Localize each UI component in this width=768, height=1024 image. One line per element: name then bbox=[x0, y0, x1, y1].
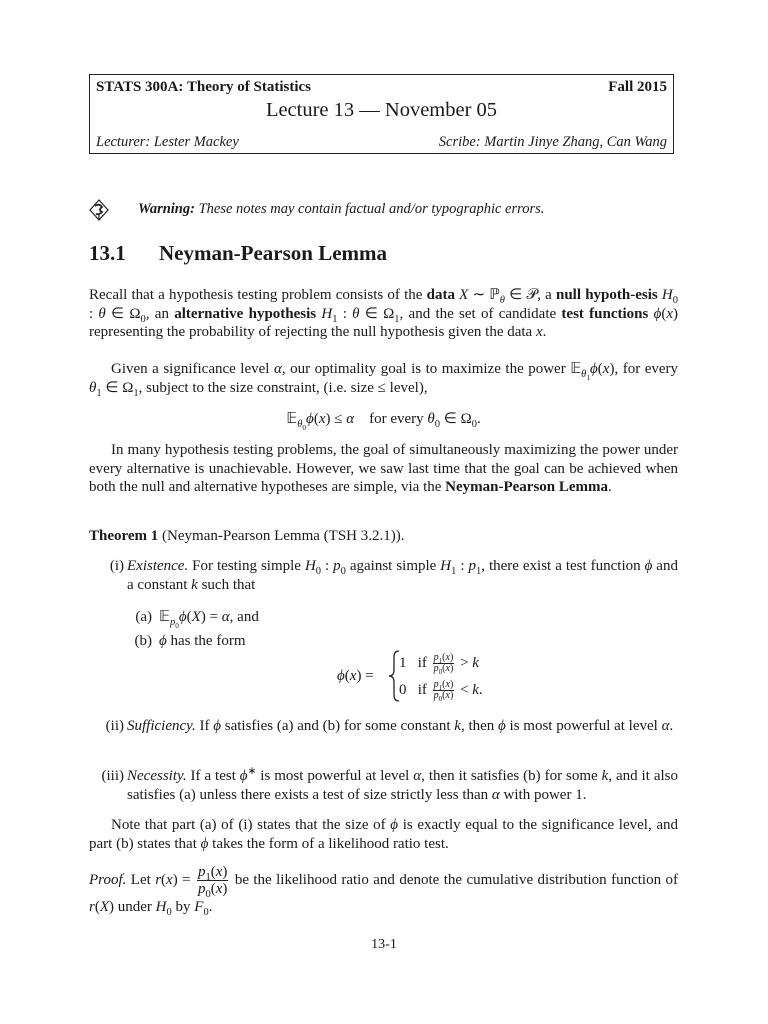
section-title: Neyman-Pearson Lemma bbox=[159, 241, 388, 265]
paragraph-note: Note that part (a) of (i) states that the size of ϕ is exactly equal to the significance level, and part (b) states that ϕ takes the form of a likelihood ratio test. bbox=[89, 817, 679, 852]
subitem-b: (b) ϕ has the form bbox=[128, 632, 678, 651]
warning-text: These notes may contain factual and/or typographic errors. bbox=[194, 201, 545, 217]
term: Fall 2015 bbox=[608, 79, 667, 95]
paragraph-optimality: Given a significance level α, our optimality goal is to maximize the power 𝔼$_{\theta_1}$ϕ(x), for every $\theta_1$ ∈ $\Omega_1$, subject to the size constraint, (i.e. size ≤ level), bbox=[89, 361, 679, 399]
proof-label: Proof. bbox=[89, 871, 127, 888]
paragraph-simple-hypotheses: In many hypothesis testing problems, the goal of simultaneously maximizing the power under every alternative is unachievable. However, we saw last time that the goal can be achieved when both the null and alternative hypotheses are simple, via the Neyman-Pearson Lemma. bbox=[89, 442, 678, 496]
theorem-item-sufficiency: (ii) Sufficiency. If ϕ satisfies (a) and (b) for some constant k, then ϕ is most powerful at level α. bbox=[100, 717, 678, 736]
section-number: 13.1 bbox=[89, 241, 126, 265]
subitem-label: (b) bbox=[134, 633, 152, 649]
equation-size-constraint: 𝔼$_{\theta_0}$ϕ(x) ≤ α for every $\theta_0$ ∈ $\Omega_0$. bbox=[286, 411, 481, 433]
section-heading bbox=[89, 241, 388, 265]
dangerous-bend-icon bbox=[89, 199, 109, 221]
item-heading: Necessity. bbox=[127, 768, 187, 784]
paragraph-intro: Recall that a hypothesis testing problem consists of the data X ∼ ℙ$_\theta$ ∈ 𝒫, a null hypoth-esis $H_0$ : θ ∈ $\Omega_0$, an alternative hypothesis $H_1$ : θ ∈ $\Omega_1$, and the set of candidate test functions ϕ(x) representing the probability of rejecting the null hypothesis given the data x. bbox=[89, 287, 679, 341]
item-heading: Existence. bbox=[127, 558, 189, 574]
item-heading: Sufficiency. bbox=[127, 718, 196, 734]
lecturer: Lecturer: Lester Mackey bbox=[96, 134, 239, 150]
course-title: STATS 300A: Theory of Statistics bbox=[96, 79, 312, 95]
item-label: (iii) bbox=[101, 768, 124, 784]
scribe: Scribe: Martin Jinye Zhang, Can Wang bbox=[438, 134, 667, 150]
warning-label: Warning: bbox=[138, 201, 195, 217]
subitem-label: (a) bbox=[135, 609, 152, 625]
warning-note bbox=[89, 199, 674, 221]
lecture-header-box bbox=[89, 74, 674, 154]
theorem-item-existence: (i) Existence. For testing simple $H_0$ : $p_0$ against simple $H_1$ : $p_1$, there exist a test function ϕ and a constant k such that bbox=[100, 557, 678, 594]
item-label: (i) bbox=[109, 558, 124, 574]
theorem-title: (Neyman-Pearson Lemma (TSH 3.2.1)). bbox=[162, 528, 405, 544]
theorem-label: Theorem 1 bbox=[89, 528, 159, 544]
theorem-item-necessity: (iii) Necessity. If a test ϕ∗ is most powerful at level α, then it satisfies (b) for some k, and it also satisfies (a) unless there exists a test of size strictly less than α with power 1. bbox=[101, 766, 678, 803]
page-number: 13-1 bbox=[371, 937, 397, 952]
lecture-title: Lecture 13 — November 05 bbox=[265, 99, 498, 121]
proof-paragraph: Proof. Let r(x) = $\frac{p_1(x)}{p_0(x)}$ be the likelihood ratio and denote the cumulative distribution function of r(X) under $H_0$ by $F_0$. bbox=[89, 864, 678, 918]
equation-piecewise-phi: ϕ(x) = 1 if $\frac{p_1(x)}{p_0(x)}$ > k 0 if $\frac{p_1(x)}{p_0(x)}$ < k. bbox=[337, 652, 483, 703]
item-label: (ii) bbox=[105, 718, 124, 734]
subitem-a: (a) 𝔼$_{p_0}$ϕ(X) = α, and bbox=[128, 608, 678, 627]
theorem-heading bbox=[89, 527, 678, 546]
